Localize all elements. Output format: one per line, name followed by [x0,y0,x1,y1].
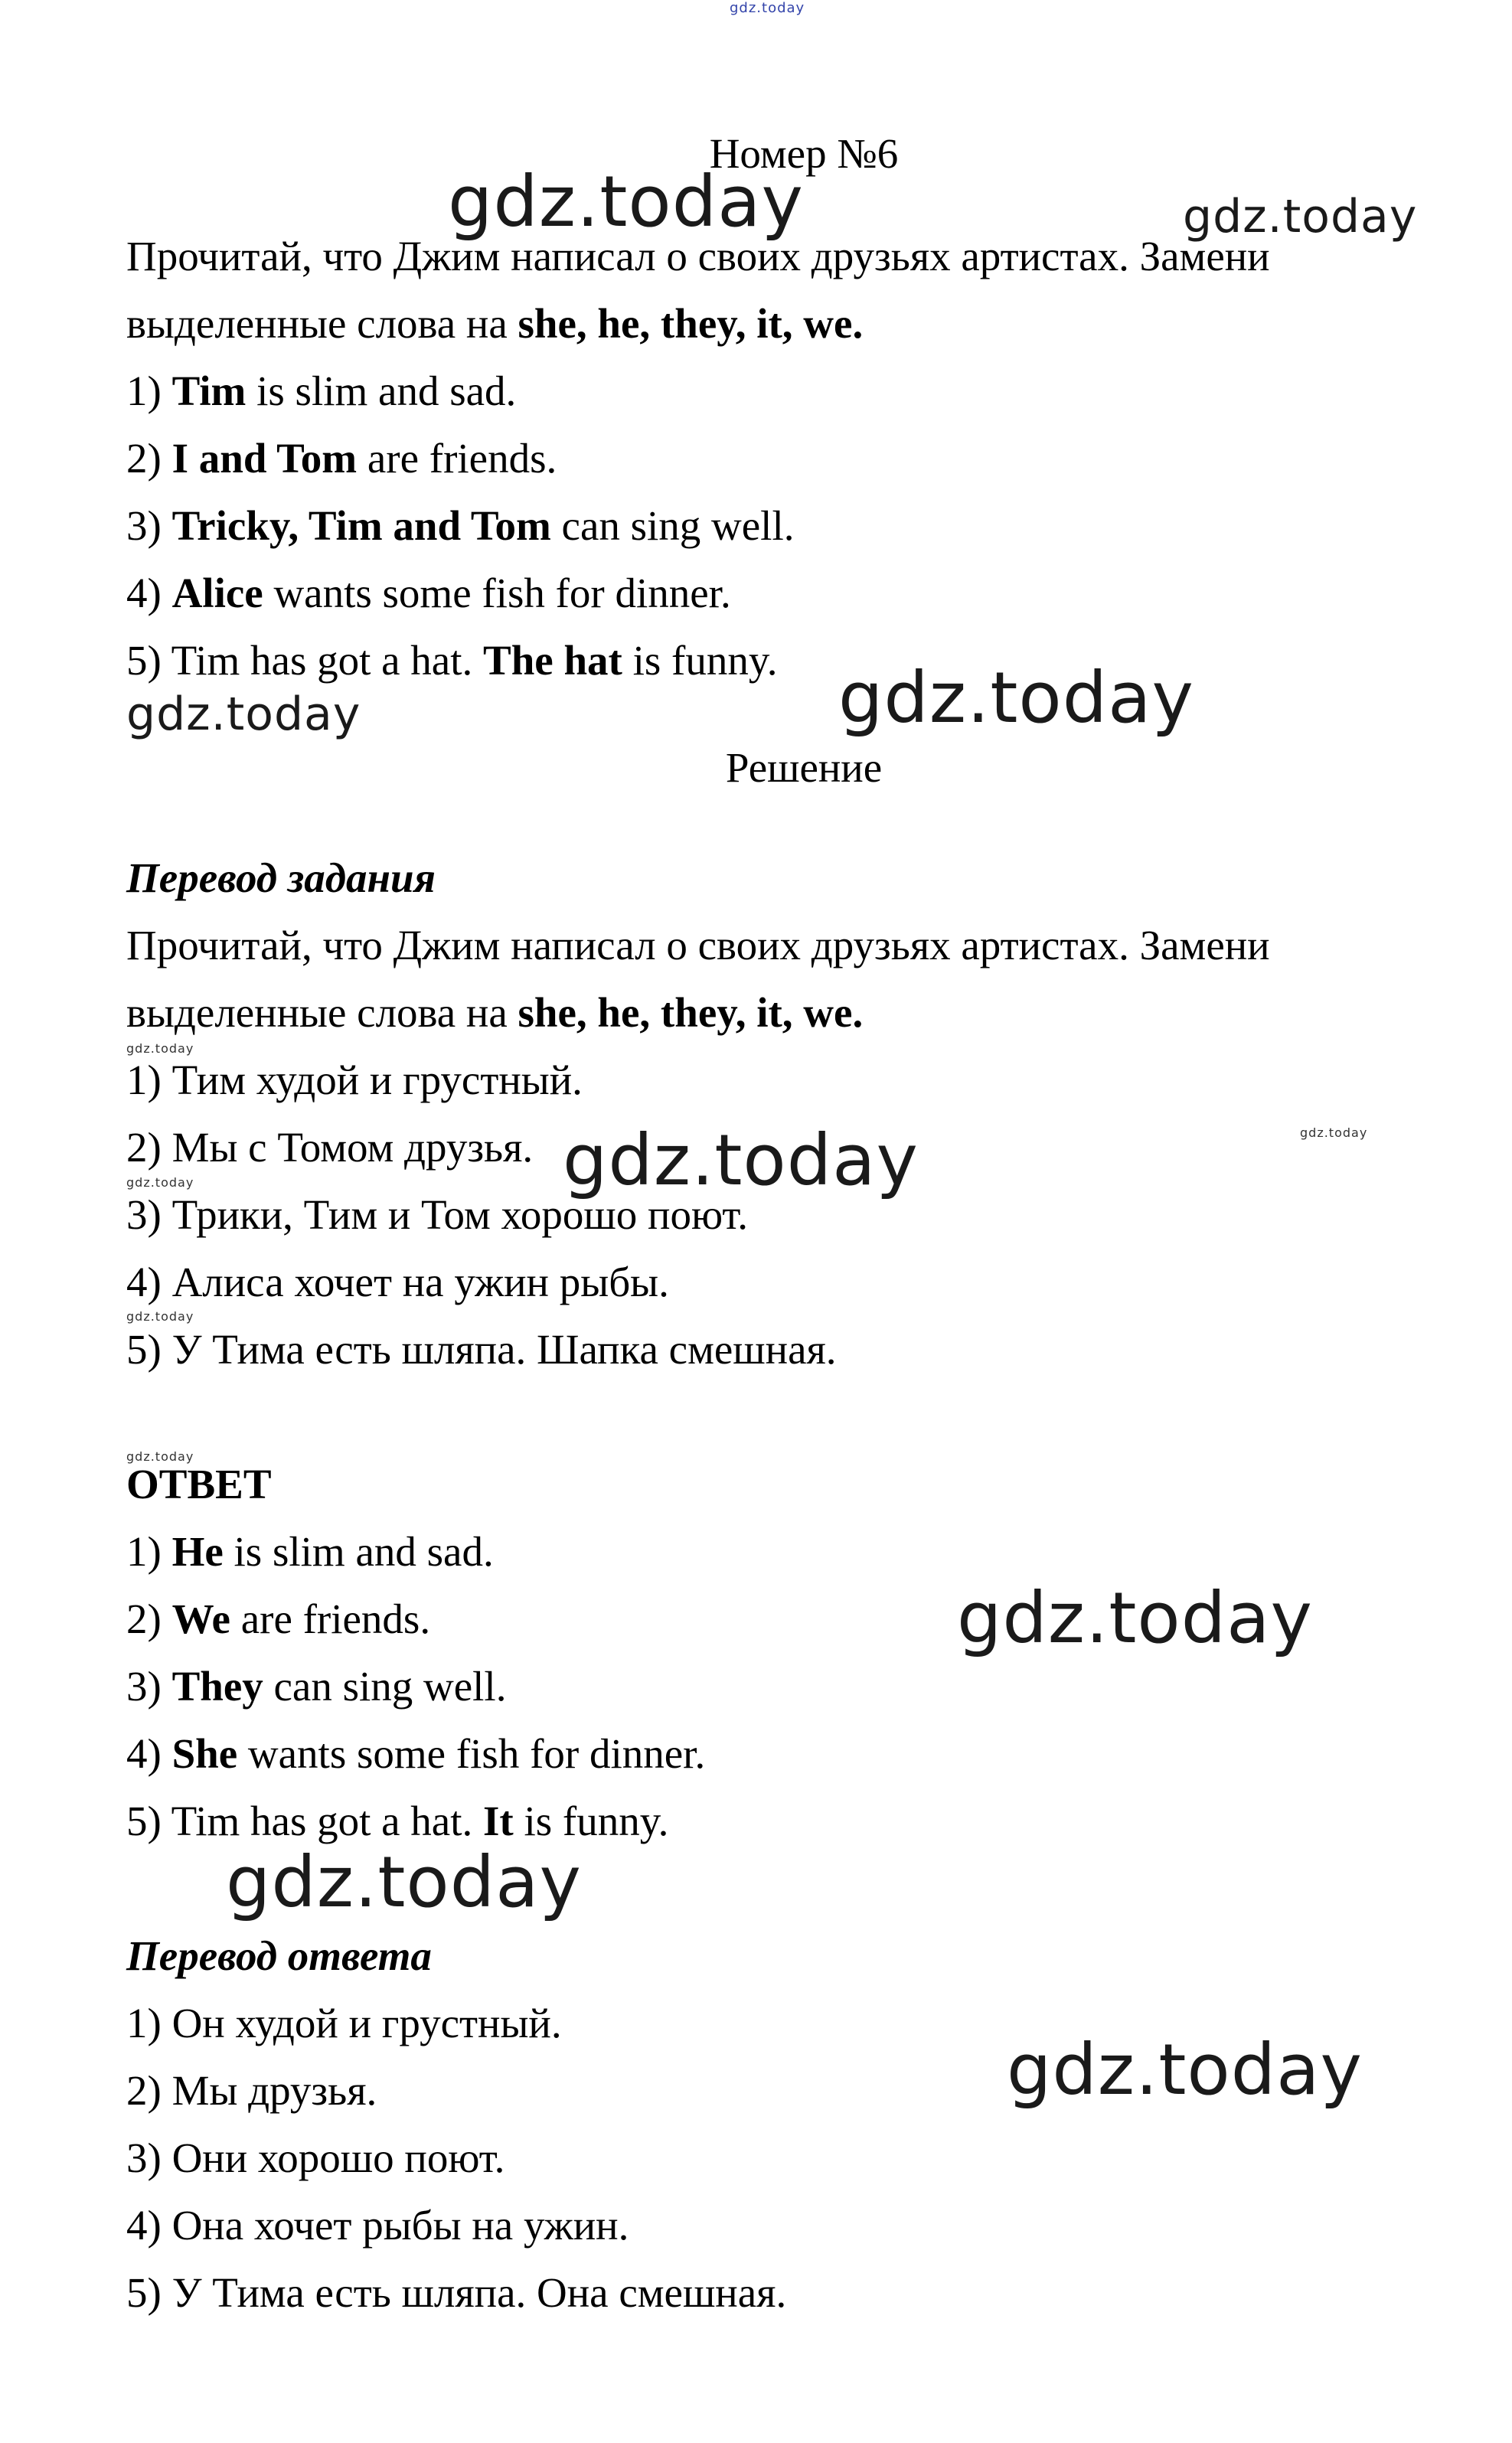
solution-label: Решение [725,744,883,791]
watermark: gdz.today [730,0,805,16]
translation-item: 5) У Тима есть шляпа. Шапка смешная. [126,1326,837,1373]
watermark: gdz.today [226,1841,582,1923]
answer-translation-heading: Перевод ответа [126,1932,432,1979]
watermark: gdz.today [1300,1125,1368,1140]
answer-item: 4) She wants some fish for dinner. [126,1730,706,1777]
task-item: 1) Tim is slim and sad. [126,367,517,414]
task-intro-text: выделенные слова на [126,300,518,347]
watermark: gdz.today [1183,190,1418,243]
answer-translation-item: 5) У Тима есть шляпа. Она смешная. [126,2269,787,2316]
watermark: gdz.today [563,1119,919,1201]
translation-heading: Перевод задания [126,854,436,901]
answer-item: 2) We are friends. [126,1595,431,1642]
task-item: 2) I and Tom are friends. [126,435,557,482]
answer-item: 1) He is slim and sad. [126,1528,494,1575]
answer-translation-item: 3) Они хорошо поют. [126,2134,505,2181]
watermark: gdz.today [126,1449,194,1464]
watermark: gdz.today [1007,2029,1363,2111]
translation-intro-line: выделенные слова на she, he, they, it, we. [126,989,864,1036]
answer-translation-item: 1) Он худой и грустный. [126,2000,562,2046]
answer-translation-item: 2) Мы друзья. [126,2067,377,2114]
watermark: gdz.today [126,1175,194,1190]
answer-item: 3) They can sing well. [126,1663,507,1710]
task-intro-pronouns: she, he, they, it, we. [518,300,864,347]
watermark: gdz.today [448,161,804,243]
task-intro-line [126,297,863,351]
answer-translation-item: 4) Она хочет рыбы на ужин. [126,2202,629,2249]
watermark: gdz.today [957,1577,1313,1659]
watermark: gdz.today [126,1041,194,1056]
answer-heading: ОТВЕТ [126,1461,272,1507]
translation-item: 3) Трики, Тим и Том хорошо поют. [126,1191,748,1238]
task-item: 3) Tricky, Tim and Tom can sing well. [126,502,795,549]
translation-item: 4) Алиса хочет на ужин рыбы. [126,1259,669,1305]
translation-item: 2) Мы с Томом друзья. [126,1124,534,1171]
watermark: gdz.today [126,688,361,741]
page-title: Номер №6 [709,130,899,177]
task-item: 4) Alice wants some fish for dinner. [126,570,731,616]
task-intro-line: Прочитай, что Джим написал о своих друзьях артистах. Замени [126,233,1270,279]
watermark: gdz.today [126,1309,194,1324]
task-item: 5) Tim has got a hat. The hat is funny. [126,637,778,684]
translation-intro-line: Прочитай, что Джим написал о своих друзьях артистах. Замени [126,922,1270,968]
answer-item: 5) Tim has got a hat. It is funny. [126,1798,669,1844]
watermark: gdz.today [838,657,1194,739]
translation-item: 1) Тим худой и грустный. [126,1057,583,1103]
